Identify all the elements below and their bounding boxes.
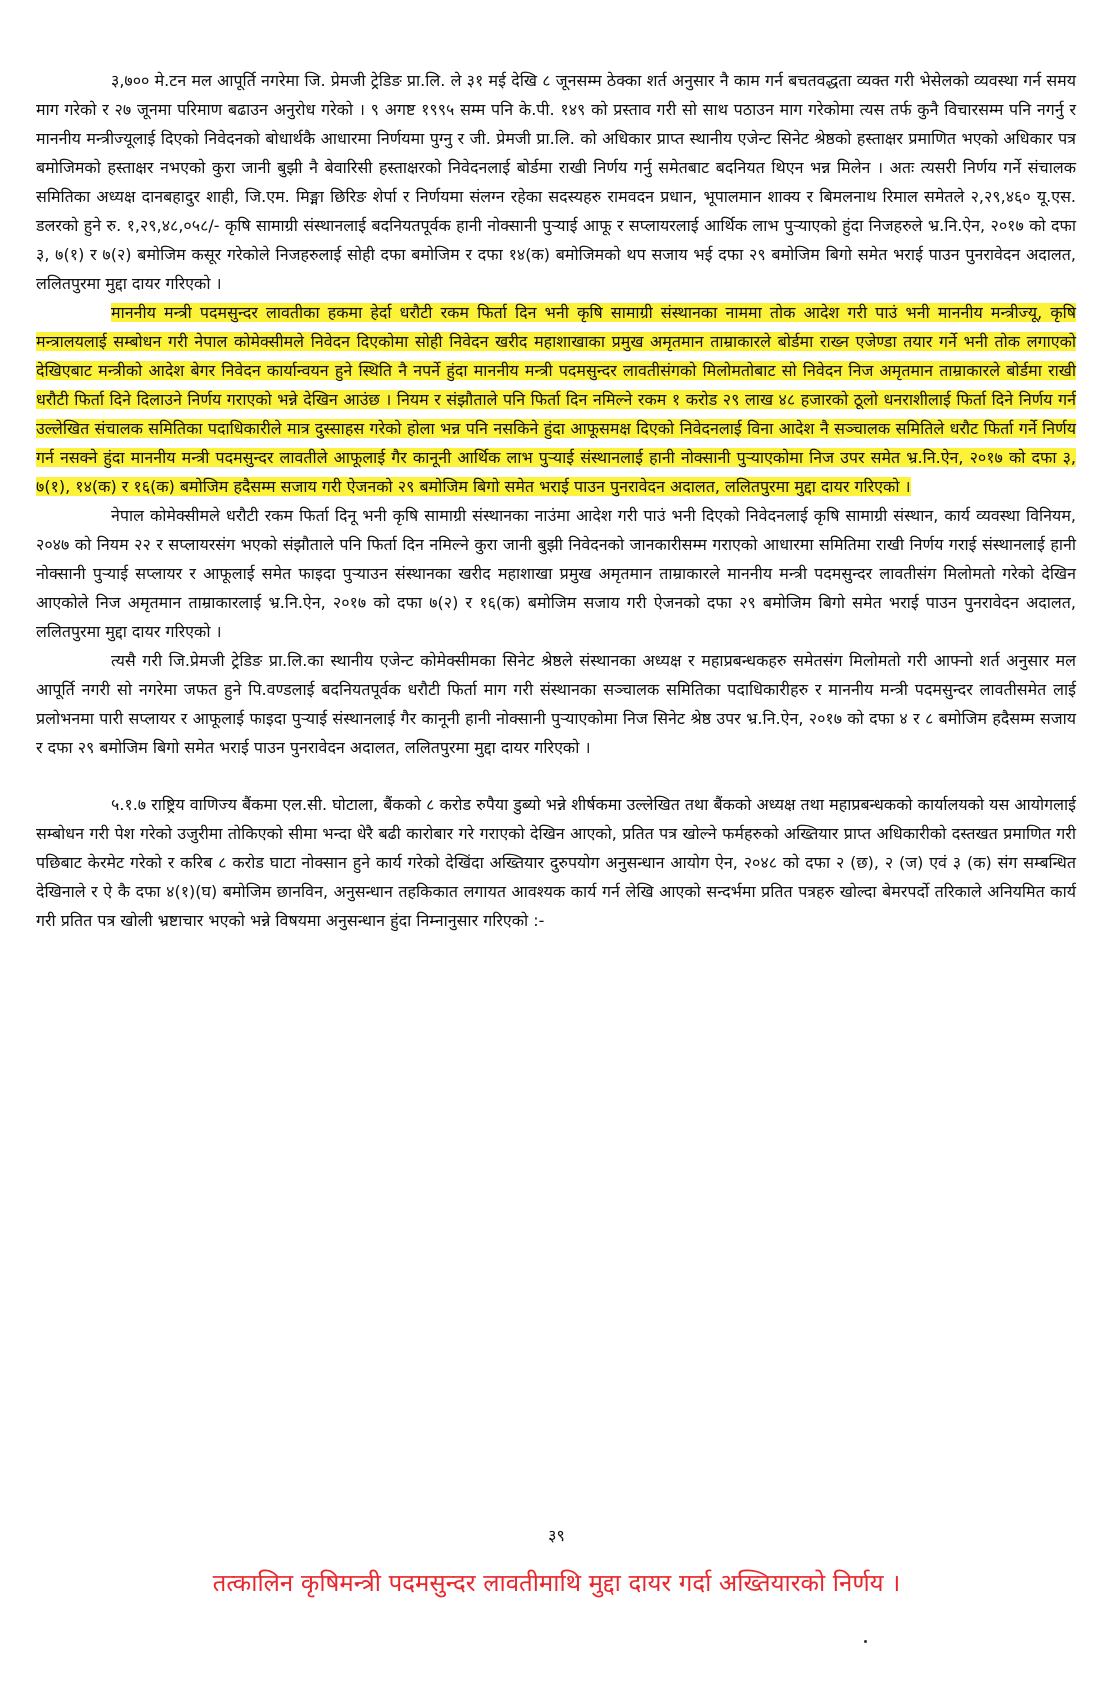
red-caption: तत्कालिन कृषिमन्त्री पदमसुन्दर लावतीमाथि मुद्दा दायर गर्दा अख्तियारको निर्णय । <box>212 1569 901 1597</box>
stray-dot <box>864 1640 867 1643</box>
paragraph-fertilizer-supply: ३,७०० मे.टन मल आपूर्ति नगरेमा जि. प्रेमजी ट्रेडिङ प्रा.लि. ले ३१ मई देखि ८ जूनसम्म ठेक्का शर्त अनुसार नै काम गर्न बचतवद्धता व्यक्त गरी भेसेलको व्यवस्था गर्न समय माग गरेको र २७ जूनमा परिमाण बढाउन अनुरोध गरेको । ९ अगष्ट १९९५ सम्म पनि के.पी. १४९ को प्रस्ताव गरी सो साथ पठाउन माग गरेकोमा त्यस तर्फ कुनै विचारसम्म पनि नगर्नु र माननीय मन्त्रीज्यूलाई दिएको निवेदनको बोधार्थकै आधारमा निर्णयमा पुग्नु र जी. प्रेमजी प्रा.लि. को अधिकार प्राप्त स्थानीय एजेन्ट सिनेट श्रेष्ठको हस्ताक्षर प्रमाणित भएको अधिकार पत्र बमोजिमको हस्ताक्षर नभएको कुरा जानी बुझी नै बेवारिसी हस्ताक्षरको निवेदनलाई बोर्डमा राखी निर्णय गर्नु समेतबाट बदनियत थिएन भन्न मिलेन । अतः त्यसरी निर्णय गर्ने संचालक समितिका अध्यक्ष दानबहादुर शाही, जि.एम. मिङ्मा छिरिङ शेर्पा र निर्णयमा संलग्न रहेका सदस्यहरु रामवदन प्रधान, भूपालमान शाक्य र बिमलनाथ रिमाल समेतले २,२९,४६० यू.एस. डलरको हुने रु. १,२९,४८,०५८/- कृषि सामाग्री संस्थानलाई बदनियतपूर्वक हानी नोक्सानी पुऱ्याई आफू र सप्लायरलाई आर्थिक लाभ पुऱ्याएको हुंदा निजहरुले भ्र.नि.ऐन, २०१७ को दफा ३, ७(१) र ७(२) बमोजिम कसूर गरेकोले निजहरुलाई सोही दफा बमोजिम र दफा १४(क) बमोजिमको थप सजाय भई दफा २९ बमोजिम बिगो समेत भराई पाउन पुनरावेदन अदालत, ललितपुरमा मुद्दा दायर गरिएको । <box>36 71 1076 293</box>
paragraph-tamrakar-case: नेपाल कोमेक्सीमले धरौटी रकम फिर्ता दिनू भनी कृषि सामाग्री संस्थानका नाउंमा आदेश गरी पाउं भनी दिएको निवेदनलाई कृषि सामाग्री संस्थान, कार्य व्यवस्था विनियम, २०४७ को नियम २२ र सप्लायरसंग भएको संझौताले पनि फिर्ता दिन नमिल्ने कुरा जानी बुझी निवेदनको जानकारीसम्म गराएको आधारमा समितिमा राखी निर्णय गराई संस्थानलाई हानी नोक्सानी पुऱ्याई सप्लायर र आफूलाई समेत फाइदा पुऱ्याउन संस्थानका खरीद महाशाखा प्रमुख अमृतमान ताम्राकारले माननीय मन्त्री पदमसुन्दर लावतीसंग मिलोमतो गरेको देखिन आएकोले निज अमृतमान ताम्राकारलाई भ्र.नि.ऐन, २०१७ को दफा ७(२) र १६(क) बमोजिम सजाय गरी ऐजनको दफा २९ बमोजिम बिगो समेत भराई पाउन पुनरावेदन अदालत, ललितपुरमा मुद्दा दायर गरिएको । <box>36 506 1076 641</box>
page-number: ३९ <box>548 1526 565 1545</box>
paragraph-section-5-1-7: ५.१.७ राष्ट्रिय वाणिज्य बैंकमा एल.सी. घोटाला, बैंकको ८ करोड रुपैया डुब्यो भन्ने शीर्षकमा उल्लेखित तथा बैंकको अध्यक्ष तथा महाप्रबन्धकको कार्यालयको यस आयोगलाई सम्बोधन गरी पेश गरेको उजुरीमा तोकिएको सीमा भन्दा धेरै बढी कारोबार गरे गराएको देखिन आएको, प्रतित पत्र खोल्ने फर्महरुको अख्तियार प्राप्त अधिकारीको दस्तखत प्रमाणित गरी पछिबाट केरमेट गरेको र करिब ८ करोड घाटा नोक्सान हुने कार्य गरेको देखिंदा अख्तियार दुरुपयोग अनुसन्धान आयोग ऐन, २०४८ को दफा २ (छ), २ (ज) एवं ३ (क) संग सम्बन्धित देखिनाले र ऐ कै दफा ४(१)(घ) बमोजिम छानविन, अनुसन्धान तहकिकात लगायत आवश्यक कार्य गर्न लेखि आएको सन्दर्भमा प्रतित पत्रहरु खोल्दा बेमरपर्दो तरिकाले अनियमित कार्य गरी प्रतित पत्र खोली भ्रष्टाचार भएको भन्ने विषयमा अनुसन्धान हुंदा निम्नानुसार गरिएको :- <box>36 795 1076 930</box>
highlighted-text: माननीय मन्त्री पदमसुन्दर लावतीका हकमा हेर्दा धरौटी रकम फिर्ता दिन भनी कृषि सामाग्री संस्थानका नाममा तोक आदेश गरी पाउं भनी माननीय मन्त्रीज्यू, कृषि मन्त्रालयलाई सम्बोधन गरी नेपाल कोमेक्सीमले निवेदन दिएकोमा सोही निवेदन खरीद महाशाखाका प्रमुख अमृतमान ताम्राकारले बोर्डमा राख्न एजेण्डा तयार गर्ने भनी तोक लगाएको देखिएबाट मन्त्रीको आदेश बेगर निवेदन कार्यान्वयन हुने स्थिति नै नपर्ने हुंदा माननीय मन्त्री पदमसुन्दर लावतीसंगको मिलोमतोबाट सो निवेदन निज अमृतमान ताम्राकारले बोर्डमा राखी धरौटी फिर्ता दिने दिलाउने निर्णय गराएको भन्ने देखिन आउंछ । नियम र संझौताले पनि फिर्ता दिन नमिल्ने रकम १ करोड २९ लाख ४८ हजारको ठूलो धनराशीलाई फिर्ता दिने निर्णय गर्न उल्लेखित संचालक समितिका पदाधिकारीले मात्र दुस्साहस गरेको होला भन्न पनि नसकिने हुंदा आफूसमक्ष दिएको निवेदनलाई विना आदेश नै सञ्चालक समितिले धरौट फिर्ता गर्ने निर्णय गर्न नसक्ने हुंदा माननीय मन्त्री पदमसुन्दर लावतीले आफूलाई गैर कानूनी आर्थिक लाभ पुऱ्याई संस्थानलाई हानी नोक्सानी पुऱ्याएकोमा निज उपर समेत भ्र.नि.ऐन, २०१७ को दफा ३, ७(१), १४(क) र १६(क) बमोजिम हदैसम्म सजाय गरी ऐजनको २९ बमोजिम बिगो समेत भराई पाउन पुनरावेदन अदालत, ललितपुरमा मुद्दा दायर गरिएको । <box>36 303 1076 496</box>
document-body <box>36 66 1076 935</box>
paragraph-minister-case <box>36 298 1076 501</box>
paragraph-shrestha-case: त्यसै गरी जि.प्रेमजी ट्रेडिङ प्रा.लि.का स्थानीय एजेन्ट कोमेक्सीमका सिनेट श्रेष्ठले संस्थानका अध्यक्ष र महाप्रबन्धकहरु समेतसंग मिलोमतो गरी आफ्नो शर्त अनुसार मल आपूर्ति नगरी सो नगरेमा जफत हुने पि.वण्डलाई बदनियतपूर्वक धरौटी फिर्ता माग गरी संस्थानका सञ्चालक समितिका पदाधिकारीहरु र माननीय मन्त्री पदमसुन्दर लावतीसमेत लाई प्रलोभनमा पारी सप्लायर र आफूलाई फाइदा पुऱ्याई संस्थानलाई गैर कानूनी हानी नोक्सानी पुऱ्याएकोमा निज सिनेट श्रेष्ठ उपर भ्र.नि.ऐन, २०१७ को दफा ४ र ८ बमोजिम हदैसम्म सजाय र दफा २९ बमोजिम बिगो समेत भराई पाउन पुनरावेदन अदालत, ललितपुरमा मुद्दा दायर गरिएको । <box>36 651 1076 757</box>
